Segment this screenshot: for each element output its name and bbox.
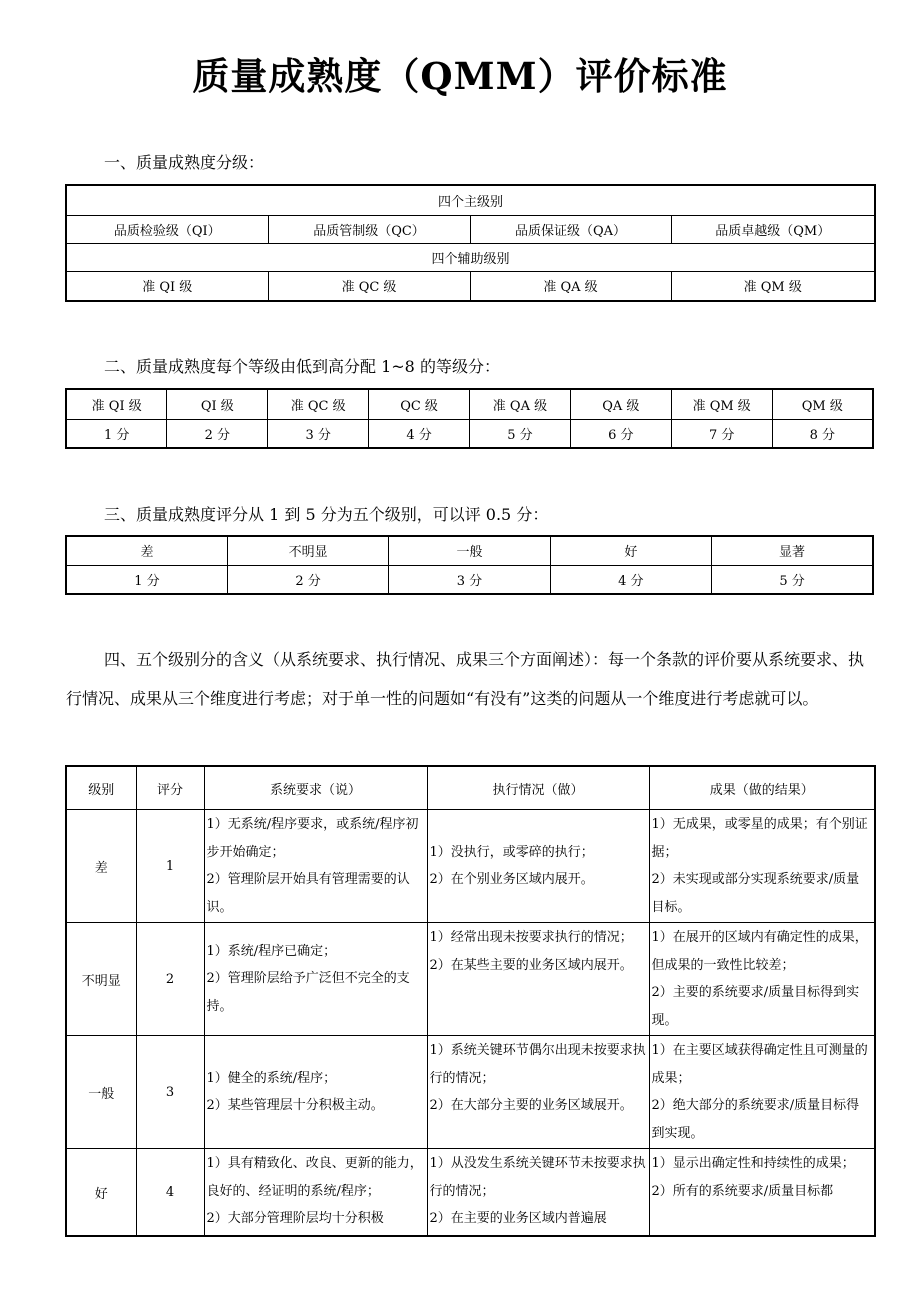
header-result: 成果（做的结果） xyxy=(649,766,875,810)
score-cell: 2 分 xyxy=(227,565,388,594)
header-grade: 级别 xyxy=(66,766,136,810)
level-cell: 准 QA 级 xyxy=(470,389,571,419)
main-level-cell: 品质检验级（QI） xyxy=(66,215,268,243)
row-score: 1 xyxy=(136,810,204,923)
row-execution: 1）没执行，或零碎的执行； 2）在个别业务区域内展开。 xyxy=(427,810,649,923)
level-score-table xyxy=(65,388,874,449)
level-cell: 准 QM 级 xyxy=(671,389,772,419)
score-cell: 4 分 xyxy=(550,565,711,594)
grade-cell: 差 xyxy=(66,536,227,565)
row-score: 4 xyxy=(136,1149,204,1237)
aux-level-cell: 准 QC 级 xyxy=(268,271,470,301)
level-classification-table xyxy=(65,184,876,302)
score-cell: 4 分 xyxy=(369,419,470,448)
row-system: 1）无系统/程序要求，或系统/程序初步开始确定； 2）管理阶层开始具有管理需要的认识。 xyxy=(204,810,427,923)
row-result xyxy=(649,1149,875,1237)
row-result: 1）无成果，或零星的成果；有个别证据； 2）未实现或部分实现系统要求/质量目标。 xyxy=(649,810,875,923)
grade-cell: 一般 xyxy=(389,536,550,565)
row-grade: 一般 xyxy=(66,1036,136,1149)
header-execution: 执行情况（做） xyxy=(427,766,649,810)
score-cell: 3 分 xyxy=(389,565,550,594)
grade-cell: 不明显 xyxy=(227,536,388,565)
row-score: 2 xyxy=(136,923,204,1036)
row-system-text: 1）具有精致化、改良、更新的能力，良好的、经证明的系统/程序； 2）大部分管理阶层均十分积极 xyxy=(206,1156,423,1226)
row-execution: 1）系统关键环节偶尔出现未按要求执行的情况； 2）在大部分主要的业务区域展开。 xyxy=(427,1036,649,1149)
grade-cell: 好 xyxy=(550,536,711,565)
aux-level-cell: 准 QI 级 xyxy=(66,271,268,301)
score-cell: 1 分 xyxy=(66,565,227,594)
score-cell: 6 分 xyxy=(570,419,671,448)
main-level-cell: 品质管制级（QC） xyxy=(268,215,470,243)
score-cell: 2 分 xyxy=(167,419,268,448)
level-cell: QA 级 xyxy=(570,389,671,419)
row-system xyxy=(204,1149,427,1237)
grade-score-table xyxy=(65,535,874,595)
row-system: 1）系统/程序已确定； 2）管理阶层给予广泛但不完全的支持。 xyxy=(204,923,427,1036)
section-2-heading: 二、质量成熟度每个等级由低到高分配 1~8 的等级分： xyxy=(104,357,500,376)
row-score: 3 xyxy=(136,1036,204,1149)
row-result: 1）在主要区域获得确定性且可测量的成果； 2）绝大部分的系统要求/质量目标得到实现。 xyxy=(649,1036,875,1149)
score-cell: 3 分 xyxy=(268,419,369,448)
row-system: 1）健全的系统/程序； 2）某些管理层十分积极主动。 xyxy=(204,1036,427,1149)
main-level-cell: 品质保证级（QA） xyxy=(470,215,671,243)
row-execution-text: 1）从没发生系统关键环节未按要求执行的情况； 2）在主要的业务区域内普遍展 xyxy=(429,1156,646,1226)
main-levels-header: 四个主级别 xyxy=(66,185,875,215)
section-4-paragraph: 四、五个级别分的含义（从系统要求、执行情况、成果三个方面阐述）：每一个条款的评价要从系统要求、执行情况、成果从三个维度进行考虑；对于单一性的问题如“有没有”这类的问题从一个维度进行考虑就可以。 xyxy=(66,650,865,708)
row-grade: 差 xyxy=(66,810,136,923)
level-cell: QC 级 xyxy=(369,389,470,419)
aux-level-cell: 准 QA 级 xyxy=(470,271,671,301)
header-system: 系统要求（说） xyxy=(204,766,427,810)
level-cell: QI 级 xyxy=(167,389,268,419)
grade-meaning-table xyxy=(65,765,876,1237)
level-cell: 准 QC 级 xyxy=(268,389,369,419)
row-grade: 好 xyxy=(66,1149,136,1237)
score-cell: 5 分 xyxy=(712,565,873,594)
section-1-heading: 一、质量成熟度分级： xyxy=(104,153,265,172)
aux-levels-header: 四个辅助级别 xyxy=(66,243,875,271)
row-execution: 1）经常出现未按要求执行的情况； 2）在某些主要的业务区域内展开。 xyxy=(427,923,649,1036)
header-score: 评分 xyxy=(136,766,204,810)
score-cell: 8 分 xyxy=(772,419,873,448)
section-3-heading: 三、质量成熟度评分从 1 到 5 分为五个级别，可以评 0.5 分： xyxy=(104,505,549,524)
row-result: 1）在展开的区域内有确定性的成果，但成果的一致性比较差； 2）主要的系统要求/质量目标得到实现。 xyxy=(649,923,875,1036)
score-cell: 1 分 xyxy=(66,419,167,448)
score-cell: 5 分 xyxy=(470,419,571,448)
row-result-text: 1）显示出确定性和持续性的成果； 2）所有的系统要求/质量目标都 xyxy=(651,1156,855,1199)
row-execution xyxy=(427,1149,649,1237)
aux-level-cell: 准 QM 级 xyxy=(671,271,875,301)
score-cell: 7 分 xyxy=(671,419,772,448)
level-cell: QM 级 xyxy=(772,389,873,419)
page-title: 质量成熟度（QMM）评价标准 xyxy=(192,54,728,98)
main-level-cell: 品质卓越级（QM） xyxy=(671,215,875,243)
grade-cell: 显著 xyxy=(712,536,873,565)
row-grade: 不明显 xyxy=(66,923,136,1036)
level-cell: 准 QI 级 xyxy=(66,389,167,419)
